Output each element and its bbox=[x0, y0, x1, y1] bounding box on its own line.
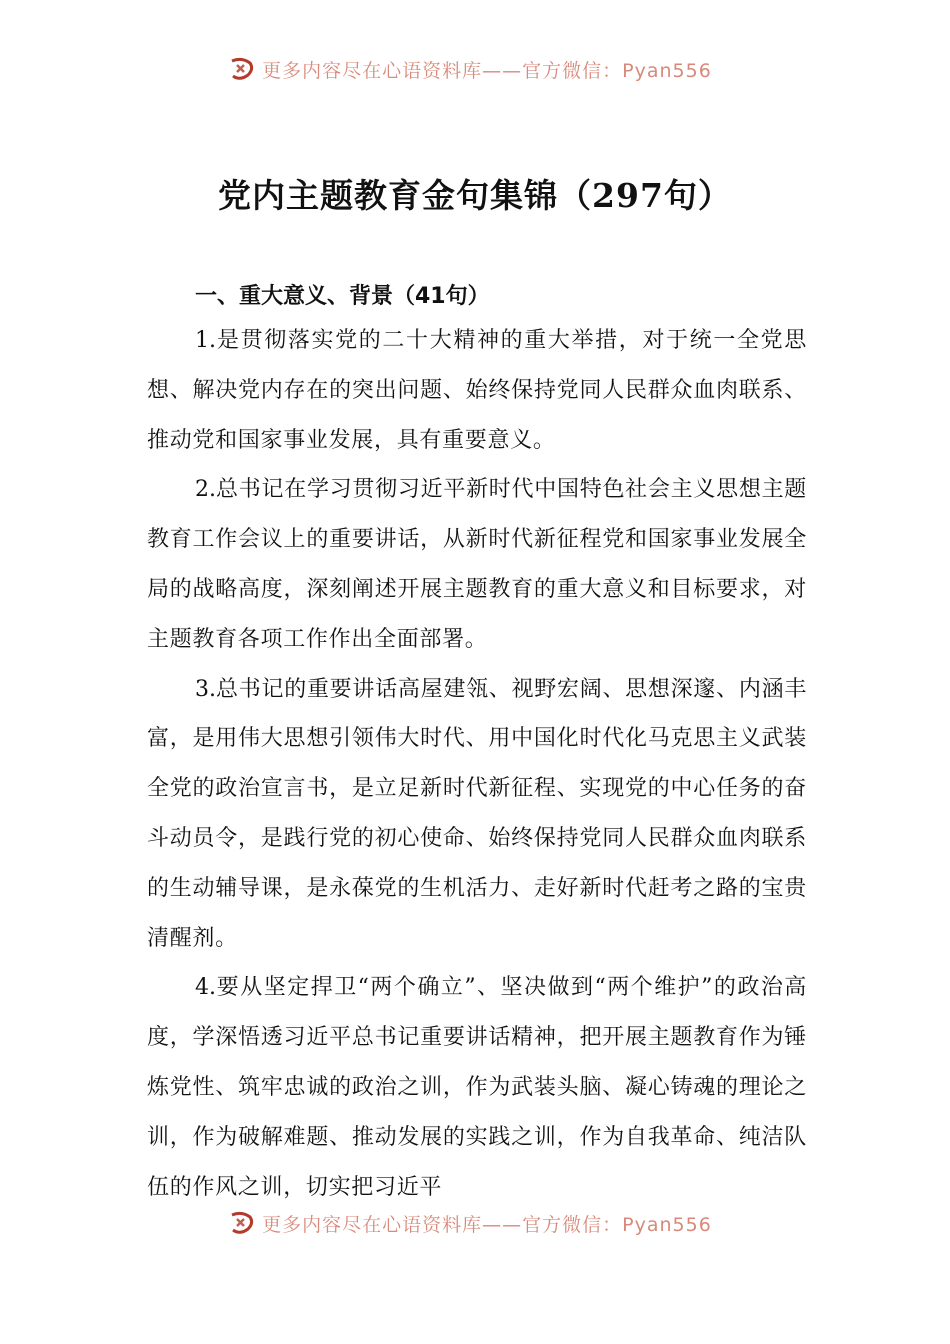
watermark-logo-icon bbox=[228, 1211, 256, 1235]
paragraph-3 bbox=[147, 665, 807, 964]
paragraph-4 bbox=[147, 963, 807, 1212]
paragraph-number: 3. bbox=[195, 676, 216, 702]
section-heading: 一、重大意义、背景（41句） bbox=[195, 284, 490, 309]
watermark-text: 更多内容尽在心语资料库——官方微信：Pyan556 bbox=[262, 1213, 712, 1236]
paragraph-text: 是贯彻落实党的二十大精神的重大举措，对于统一全党思想、解决党内存在的突出问题、始终保持党同人民群众血肉联系、推动党和国家事业发展，具有重要意义。 bbox=[147, 328, 807, 453]
watermark-header bbox=[0, 54, 950, 84]
document-title: 党内主题教育金句集锦（297句） bbox=[218, 176, 732, 215]
paragraph-text: 总书记在学习贯彻习近平新时代中国特色社会主义思想主题教育工作会议上的重要讲话，从新时代新征程党和国家事业发展全局的战略高度，深刻阐述开展主题教育的重大意义和目标要求，对主题教育各项工作作出全面部署。 bbox=[147, 477, 807, 652]
paragraph-2 bbox=[147, 465, 807, 664]
watermark-logo-icon bbox=[228, 57, 256, 81]
paragraph-text: 要从坚定捍卫“两个确立”、坚决做到“两个维护”的政治高度，学深悟透习近平总书记重要讲话精神，把开展主题教育作为锤炼党性、筑牢忠诚的政治之训，作为武装头脑、凝心铸魂的理论之训，作为破解难题、推动发展的实践之训，作为自我革命、纯洁队伍的作风之训，切实把习近平 bbox=[147, 975, 807, 1200]
paragraph-1 bbox=[147, 316, 807, 465]
paragraph-number: 1. bbox=[195, 328, 216, 353]
document-body bbox=[147, 278, 807, 1212]
paragraph-number: 4. bbox=[195, 975, 216, 1001]
watermark-footer bbox=[0, 1208, 950, 1238]
paragraph-number: 2. bbox=[195, 477, 216, 503]
paragraph-text: 总书记的重要讲话高屋建瓴、视野宏阔、思想深邃、内涵丰富，是用伟大思想引领伟大时代、用中国化时代化马克思主义武装全党的政治宣言书，是立足新时代新征程、实现党的中心任务的奋斗动员令，是践行党的初心使命、始终保持党同人民群众血肉联系的生动辅导课，是永葆党的生机活力、走好新时代赶考之路的宝贵清醒剂。 bbox=[147, 676, 807, 951]
watermark-text: 更多内容尽在心语资料库——官方微信：Pyan556 bbox=[262, 59, 712, 82]
